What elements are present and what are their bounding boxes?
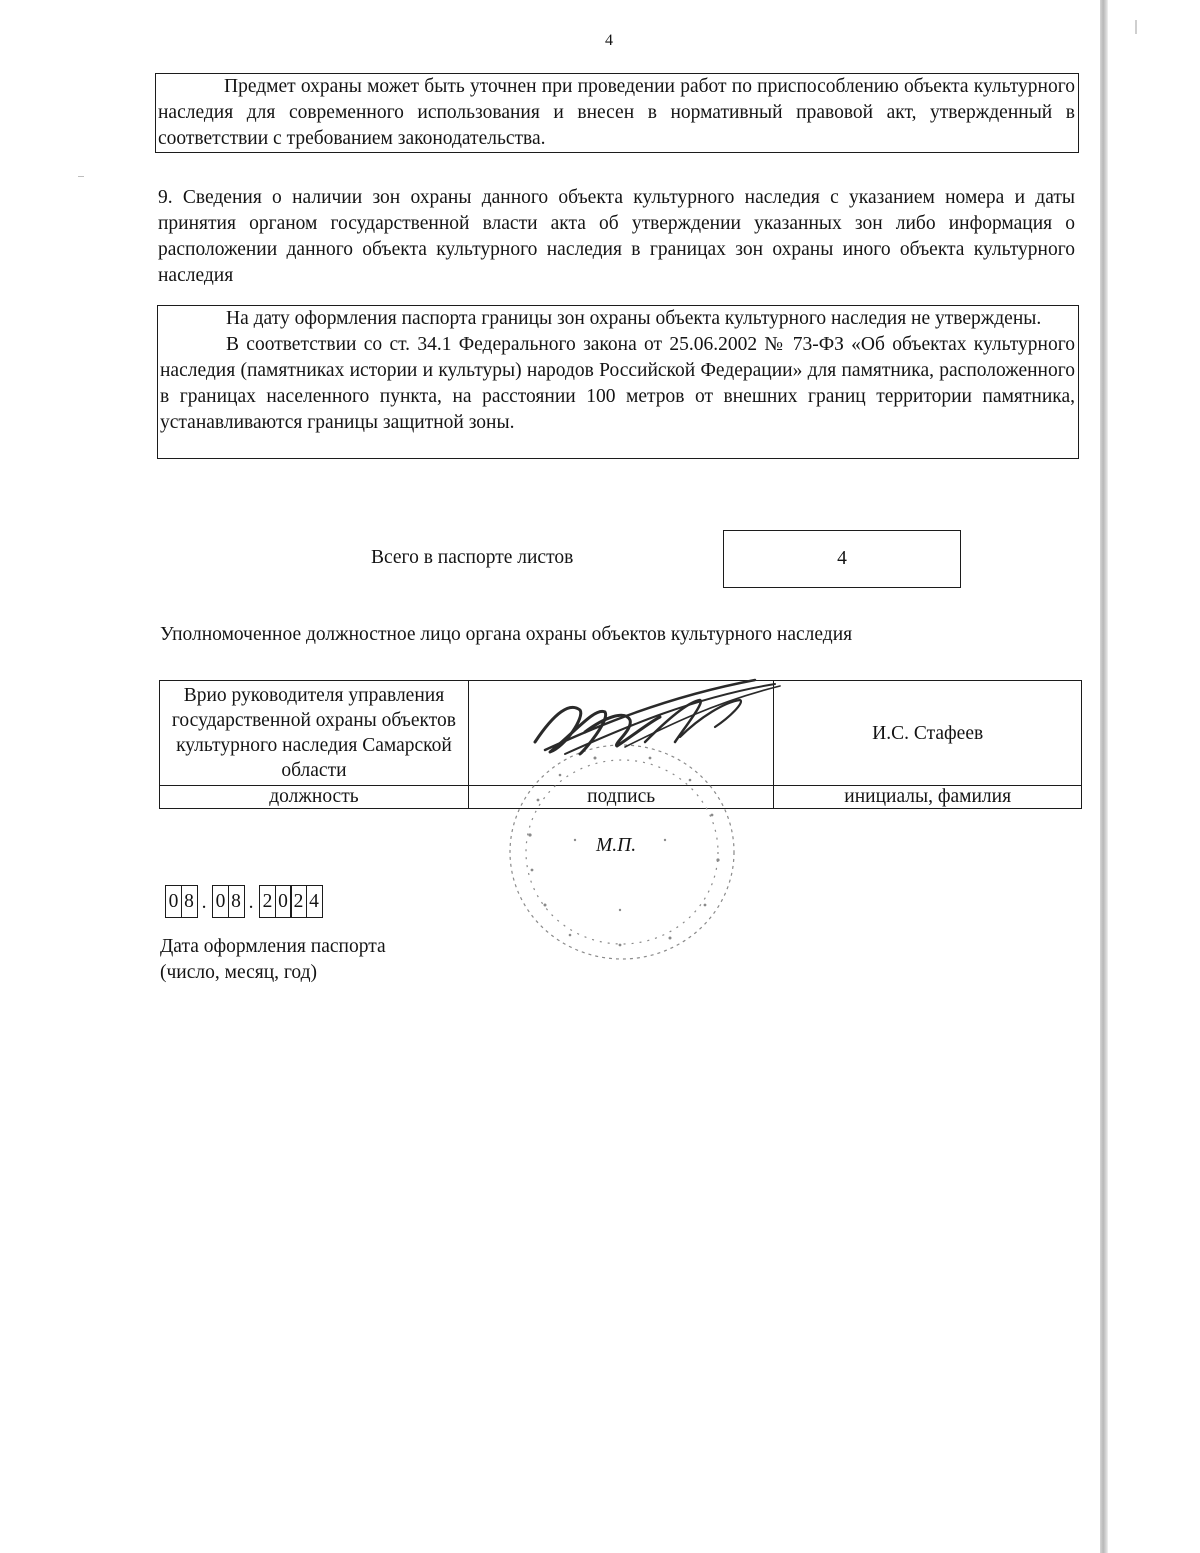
scan-speck <box>78 176 84 177</box>
date-digit: 8 <box>181 885 198 918</box>
official-title: Уполномоченное должностное лицо органа охраны объектов культурного наследия <box>160 624 853 645</box>
date-digit: 4 <box>306 885 323 918</box>
page-number: 4 <box>605 32 613 49</box>
official-name: И.С. Стафеев <box>774 681 1082 786</box>
date-separator: . <box>248 892 254 913</box>
caption-name: инициалы, фамилия <box>774 786 1082 809</box>
section-9-heading: 9. Сведения о наличии зон охраны данного объекта культурного наследия с указанием номера и даты принятия органом государственной власти акта об утверждении указанных зон либо информация о расположении данного объекта культурного наследия в границах зон охраны иного объекта культурного наследия <box>158 187 1075 286</box>
date-digit: 0 <box>212 885 229 918</box>
date-digit: 2 <box>290 885 307 918</box>
protection-note-text: Предмет охраны может быть уточнен при проведении работ по приспособлению объекта культурного наследия для современного использования и внесен в нормативный правовой акт, утвержденный в соответствии с требованием законодательства. <box>158 76 1075 149</box>
official-position: Врио руководителя управления государственной охраны объектов культурного наследия Самарской области <box>160 681 469 786</box>
passport-date <box>165 885 321 918</box>
scan-edge-shadow <box>1100 0 1108 1553</box>
caption-signature: подпись <box>468 786 773 809</box>
protection-zones-paragraph-1: На дату оформления паспорта границы зон охраны объекта культурного наследия не утверждены. <box>226 308 1042 329</box>
protection-zones-paragraph-2: В соответствии со ст. 34.1 Федерального закона от 25.06.2002 № 73-ФЗ «Об объектах культурного наследия (памятниках истории и культуры) народов Российской Федерации» для памятника, расположенного в границах населенного пункта, на расстоянии 100 метров от внешних границ территории памятника, устанавливаются границы защитной зоны. <box>160 334 1075 433</box>
date-digit: 8 <box>228 885 245 918</box>
stamp-place-label: М.П. <box>596 835 637 856</box>
protection-note-box <box>155 73 1079 153</box>
protection-zones-box <box>157 305 1079 459</box>
date-caption-line-2: (число, месяц, год) <box>160 962 318 983</box>
handwritten-signature <box>525 672 795 782</box>
date-day <box>165 885 196 918</box>
date-digit: 0 <box>165 885 182 918</box>
caption-position: должность <box>160 786 469 809</box>
scan-edge-mark <box>1135 20 1137 34</box>
date-month <box>212 885 243 918</box>
sheets-count-label: Всего в паспорте листов <box>371 547 574 568</box>
date-caption <box>160 934 386 986</box>
sheets-count-value: 4 <box>837 548 847 569</box>
date-digit: 0 <box>275 885 292 918</box>
date-digit: 2 <box>259 885 276 918</box>
date-caption-line-1: Дата оформления паспорта <box>160 936 386 957</box>
sheets-count-box <box>723 530 961 588</box>
date-year <box>259 885 321 918</box>
date-separator: . <box>201 892 207 913</box>
